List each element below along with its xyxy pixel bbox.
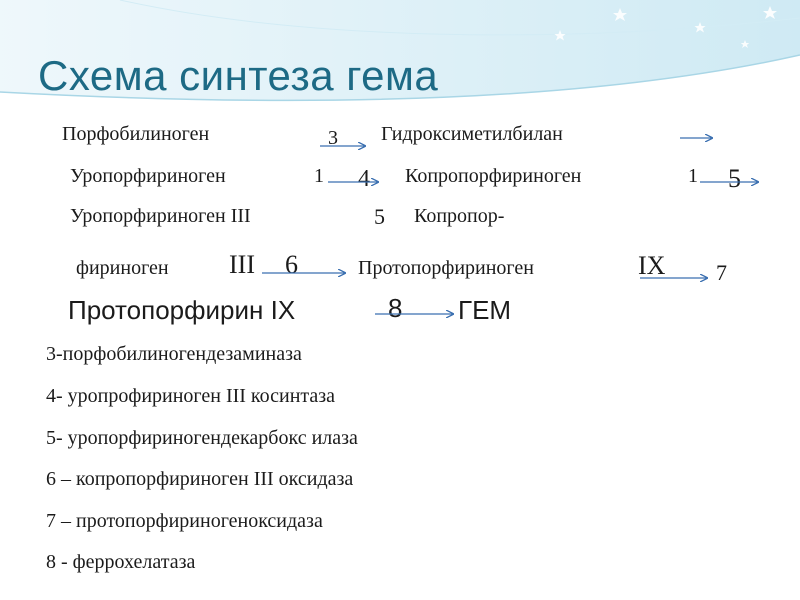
row2-product: Копропорфириноген xyxy=(405,165,582,187)
row3-substrate: Уропорфириноген III xyxy=(70,205,251,227)
row1-enzyme-number: 3 xyxy=(328,127,338,149)
legend-item-4: 4- уропрофириноген III косинтаза xyxy=(46,385,336,407)
legend-item-8: 8 - феррохелатаза xyxy=(46,551,196,573)
legend-item-7: 7 – протопорфириногеноксидаза xyxy=(46,510,323,532)
legend-item-6: 6 – копропорфириноген III оксидаза xyxy=(46,468,354,490)
row2-enzyme-number-a: 4 xyxy=(358,166,370,192)
slide-title: Схема синтеза гема xyxy=(38,52,439,99)
row2-product-number: 1 xyxy=(688,165,698,187)
row4-substrate-number: III xyxy=(229,250,255,279)
row4-product-number: IX xyxy=(638,251,666,280)
row5-enzyme-number: 8 xyxy=(388,293,403,323)
row5-substrate: Протопорфирин IX xyxy=(68,295,296,325)
row3-product: Копропор- xyxy=(414,205,505,227)
row1-product: Гидроксиметилбилан xyxy=(381,123,563,145)
row5-product: ГЕМ xyxy=(458,295,512,325)
row4-enzyme-number-b: 7 xyxy=(716,260,727,285)
row4-product: Протопорфириноген xyxy=(358,257,534,279)
row4-enzyme-number-a: 6 xyxy=(285,250,298,279)
legend-item-5: 5- уропорфириногендекарбокс илаза xyxy=(46,427,358,449)
row3-enzyme-number: 5 xyxy=(374,204,385,229)
row1-substrate: Порфобилиноген xyxy=(62,123,210,145)
row2-enzyme-number-b: 5 xyxy=(728,164,741,193)
row2-substrate: Уропорфириноген xyxy=(70,165,226,187)
row4-substrate: фириноген xyxy=(76,257,169,279)
legend-item-3: 3-порфобилиногендезаминаза xyxy=(46,343,302,365)
row2-substrate-number: 1 xyxy=(314,165,324,187)
